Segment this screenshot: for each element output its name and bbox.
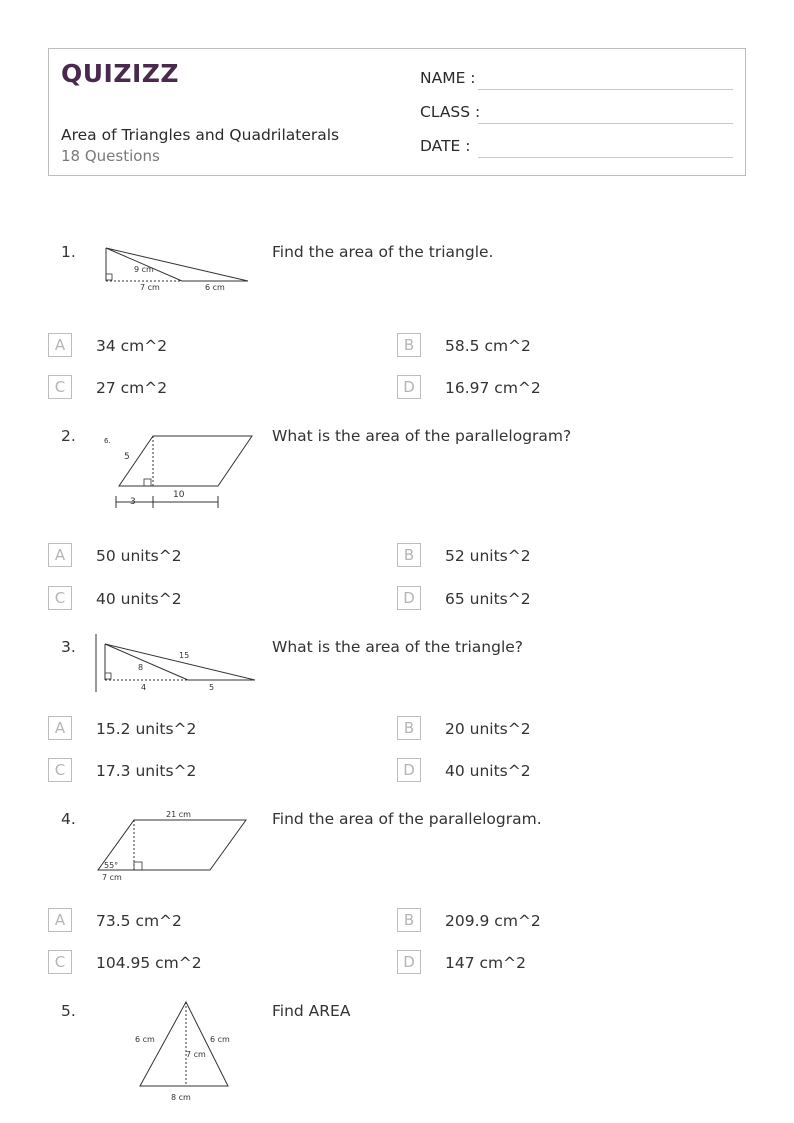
figure-label: 6 cm [135,1035,155,1044]
option-b-box[interactable]: B [397,716,421,740]
triangle-figure [93,632,258,698]
figure-label: 7 cm [140,283,160,292]
class-label: CLASS : [420,103,481,121]
option-a-text[interactable]: 73.5 cm^2 [96,912,182,930]
figure-label: 8 [138,663,144,672]
question-text: Find AREA [272,1002,351,1020]
option-c-box[interactable]: C [48,950,72,974]
option-c-text[interactable]: 104.95 cm^2 [96,954,202,972]
option-d-text[interactable]: 16.97 cm^2 [445,379,541,397]
question-number: 3. [61,638,76,656]
option-b-text[interactable]: 52 units^2 [445,547,531,565]
option-d-text[interactable]: 40 units^2 [445,762,531,780]
option-d-text[interactable]: 147 cm^2 [445,954,526,972]
option-d-text[interactable]: 65 units^2 [445,590,531,608]
option-c-text[interactable]: 40 units^2 [96,590,182,608]
worksheet-title: Area of Triangles and Quadrilaterals [61,126,340,144]
figure-label: 5 [124,452,130,462]
figure-label: 5 [209,683,215,692]
worksheet-header [48,48,746,176]
option-a-box[interactable]: A [48,333,72,357]
triangle-figure [100,240,255,299]
date-line [478,157,733,158]
option-d-box[interactable]: D [397,586,421,610]
question-number: 1. [61,243,76,261]
class-line [478,123,733,124]
option-b-box[interactable]: B [397,333,421,357]
figure-label: 10 [173,490,185,500]
figure-label: 6 cm [205,283,225,292]
figure-label: 3 [130,497,136,507]
option-d-box[interactable]: D [397,758,421,782]
option-c-box[interactable]: C [48,375,72,399]
figure-label: 6. [104,437,111,445]
question-text: What is the area of the triangle? [272,638,524,656]
option-a-text[interactable]: 34 cm^2 [96,337,168,355]
option-a-box[interactable]: A [48,908,72,932]
option-c-text[interactable]: 27 cm^2 [96,379,168,397]
question-text: What is the area of the parallelogram? [272,427,572,445]
quizizz-logo: QUIZIZZ [61,59,180,88]
figure-label: 9 cm [134,265,154,274]
figure-label: 7 cm [102,873,122,882]
question-number: 4. [61,810,76,828]
name-line [478,89,733,90]
question-number: 2. [61,427,76,445]
option-c-box[interactable]: C [48,586,72,610]
option-c-text[interactable]: 17.3 units^2 [96,762,197,780]
question-count: 18 Questions [61,147,160,165]
parallelogram-figure [96,806,256,888]
option-a-text[interactable]: 50 units^2 [96,547,182,565]
option-c-box[interactable]: C [48,758,72,782]
question-number: 5. [61,1002,76,1020]
option-d-box[interactable]: D [397,375,421,399]
option-d-box[interactable]: D [397,950,421,974]
option-a-text[interactable]: 15.2 units^2 [96,720,197,738]
figure-label: 7 cm [186,1050,206,1059]
figure-label: 8 cm [171,1093,191,1102]
figure-label: 6 cm [210,1035,230,1044]
option-b-box[interactable]: B [397,543,421,567]
parallelogram-figure [100,430,260,516]
option-b-text[interactable]: 20 units^2 [445,720,531,738]
option-a-box[interactable]: A [48,543,72,567]
question-text: Find the area of the triangle. [272,243,494,261]
date-label: DATE : [420,137,471,155]
option-a-box[interactable]: A [48,716,72,740]
name-label: NAME : [420,69,476,87]
isosceles-triangle-figure [128,998,243,1112]
option-b-box[interactable]: B [397,908,421,932]
figure-label: 4 [141,683,147,692]
figure-label: 15 [179,651,190,660]
option-b-text[interactable]: 58.5 cm^2 [445,337,531,355]
option-b-text[interactable]: 209.9 cm^2 [445,912,541,930]
question-text: Find the area of the parallelogram. [272,810,542,828]
figure-label: 21 cm [166,810,191,819]
figure-label: 55° [104,861,119,870]
